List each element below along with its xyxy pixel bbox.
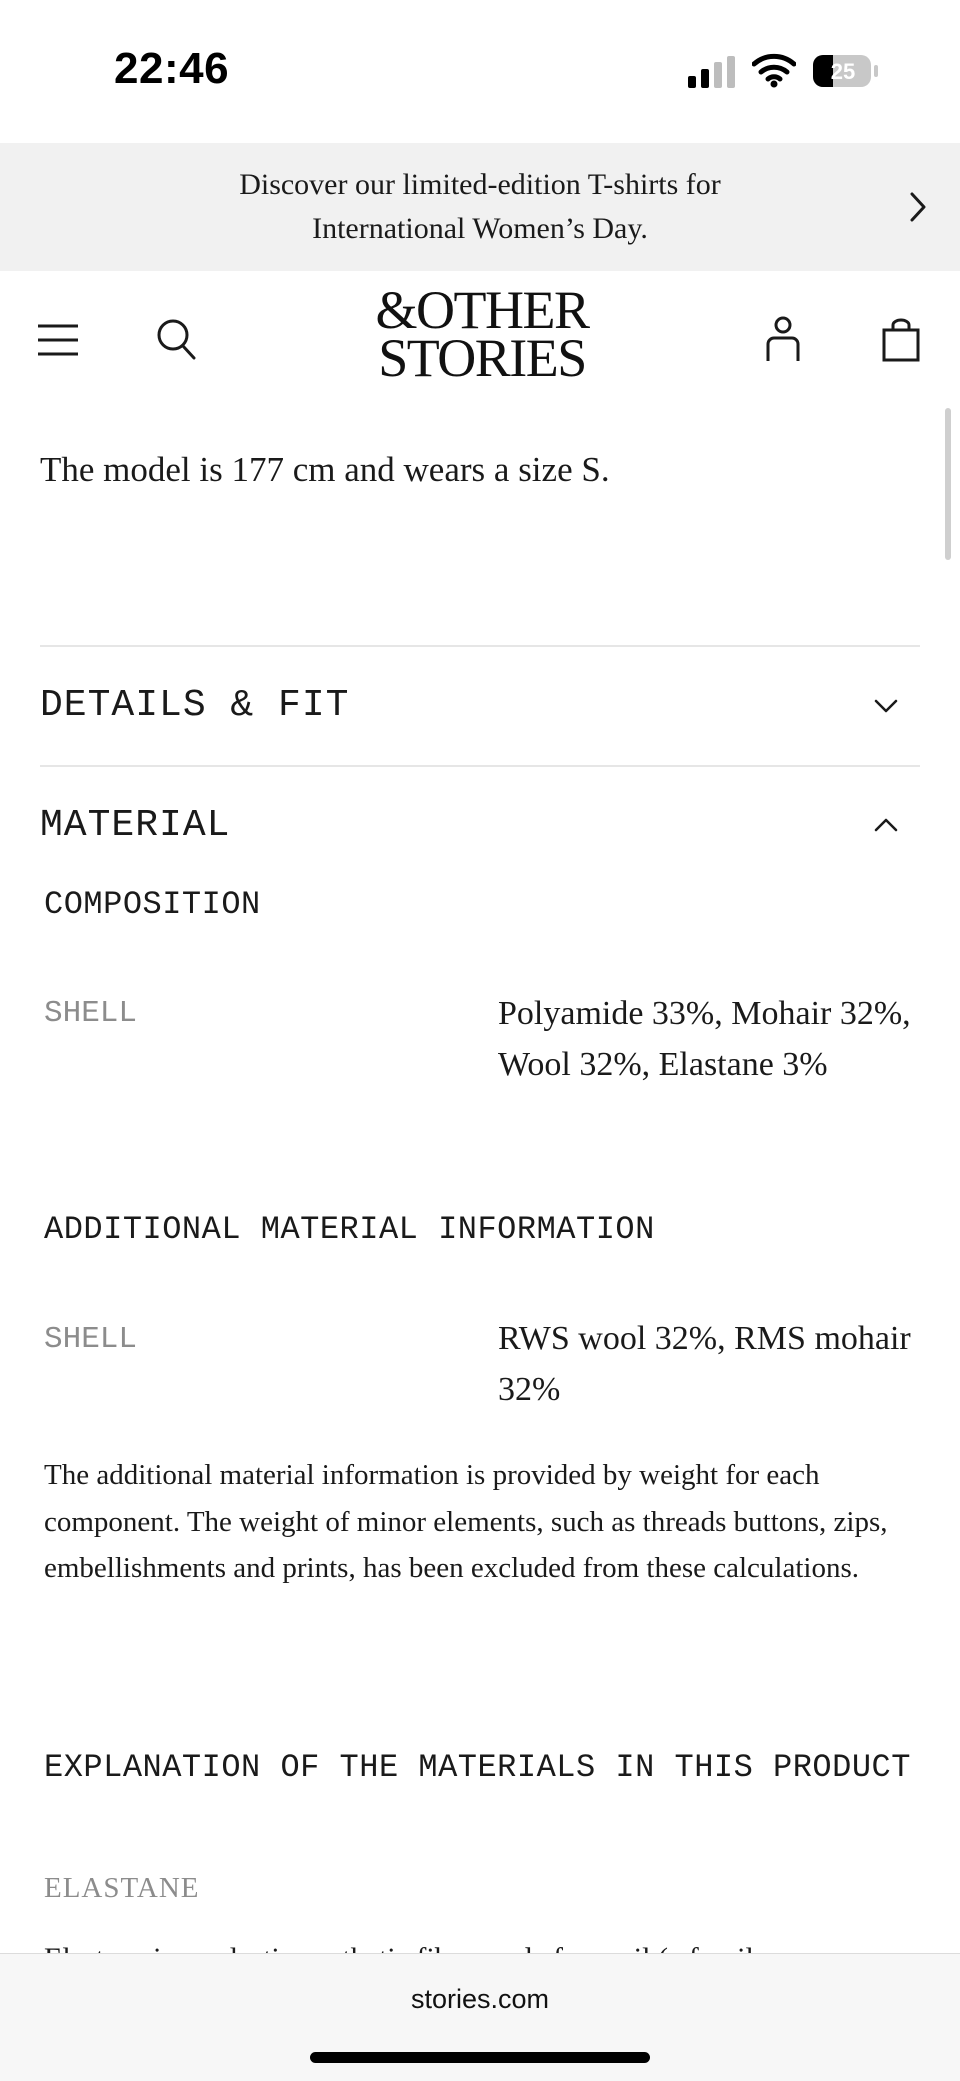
divider [40,645,920,647]
wifi-icon [752,52,796,88]
model-size-info: The model is 177 cm and wears a size S. [40,450,610,489]
battery-level: 25 [830,59,856,84]
divider [40,765,920,767]
elastane-label: ELASTANE [44,1872,200,1904]
chevron-right-icon[interactable] [906,190,930,224]
additional-shell-value: RWS wool 32%, RMS mohair 32% [498,1320,911,1408]
composition-shell-label: SHELL [44,996,138,1031]
composition-heading: COMPOSITION [44,886,261,923]
chevron-up-icon[interactable] [872,816,900,834]
composition-shell-value: Polyamide 33%, Mohair 32%, Wool 32%, Elastane 3% [498,995,911,1083]
status-bar [0,0,960,143]
browser-url[interactable]: stories.com [410,1984,550,2014]
additional-material-heading: ADDITIONAL MATERIAL INFORMATION [44,1211,655,1248]
accordion-material[interactable]: MATERIAL [40,804,231,847]
bag-icon[interactable] [882,318,920,362]
brand-logo[interactable] [355,280,609,388]
chevron-down-icon[interactable] [872,697,900,715]
signal-icon [688,56,736,88]
promo-text [130,163,830,251]
battery-icon [812,54,880,88]
home-indicator[interactable] [310,2052,650,2063]
scrollbar-thumb[interactable] [945,408,951,560]
promo-banner[interactable] [0,143,960,271]
logo-line2: STORIES [378,328,586,388]
account-icon[interactable] [765,316,801,362]
additional-shell-label: SHELL [44,1322,138,1357]
promo-text-line2: International Women’s Day. [312,212,648,245]
status-time: 22:46 [114,44,230,93]
materials-explanation-heading: EXPLANATION OF THE MATERIALS IN THIS PRODUCT [44,1749,911,1786]
promo-text-line1: Discover our limited-edition T-shirts for [239,168,721,201]
search-icon[interactable] [156,318,196,360]
additional-material-note: The additional material information is provided by weight for each component. The weight of minor elements, such as threads buttons, zips, embellishments and prints, has been excluded from these calculations. [44,1459,888,1584]
logo-line1: &OTHER [375,280,589,340]
accordion-details-fit[interactable]: DETAILS & FIT [40,684,350,727]
menu-icon[interactable] [37,324,79,356]
